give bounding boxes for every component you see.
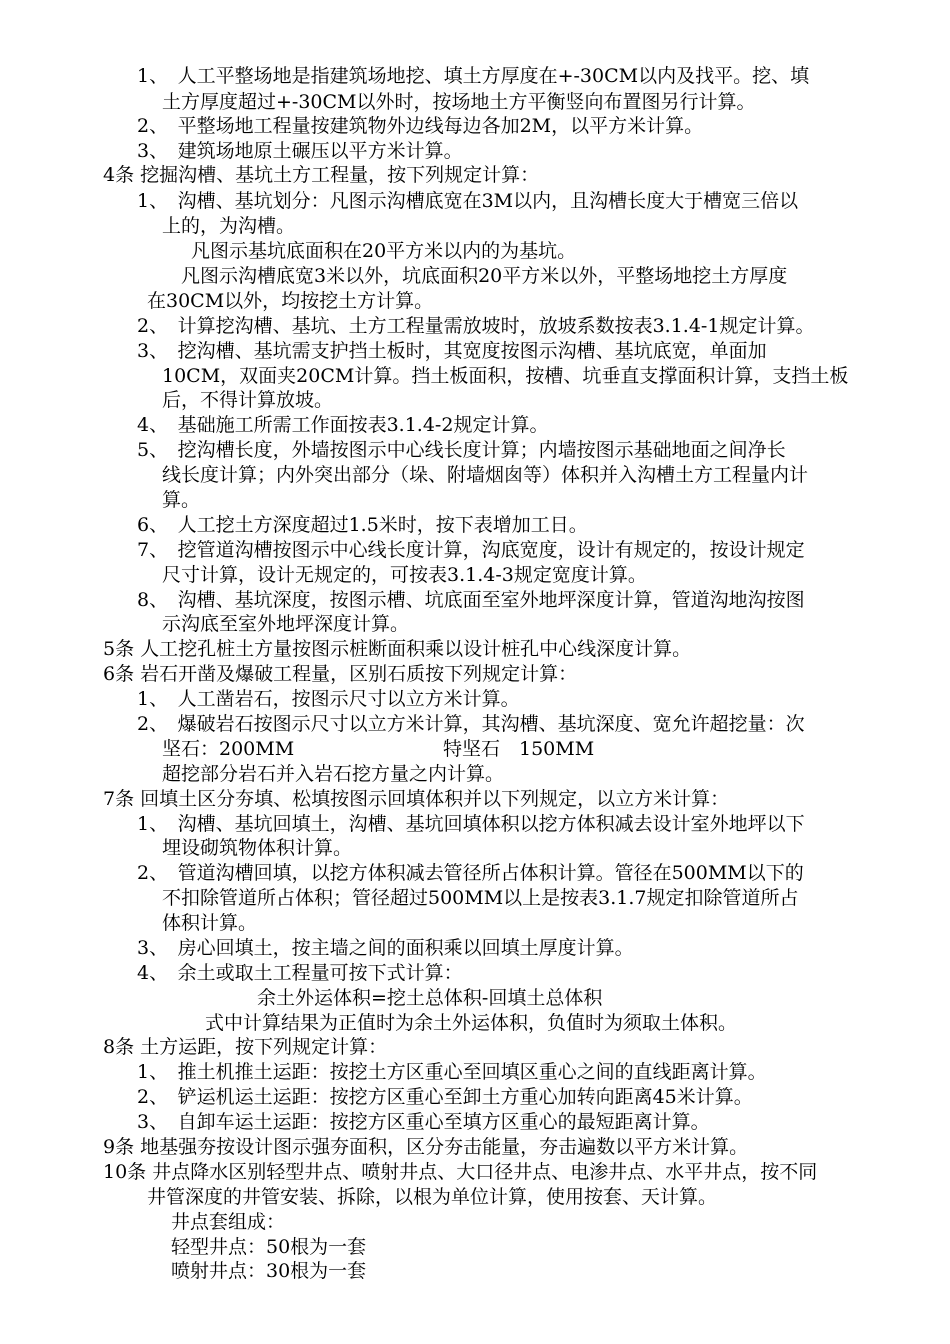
section-heading: 5条 人工挖孔桩土方量按图示桩断面积乘以设计桩孔中心线深度计算。 — [103, 638, 692, 660]
text-line: 埋设砌筑物体积计算。 — [162, 837, 353, 859]
text-line: 1、 人工平整场地是指建筑场地挖、填土方厚度在+-30CM以内及找平。挖、填 — [137, 65, 810, 87]
text-line: 2、 平整场地工程量按建筑物外边线每边各加2M，以平方米计算。 — [137, 115, 704, 137]
text-line: 3、 建筑场地原土碾压以平方米计算。 — [137, 140, 463, 162]
text-line: 尺寸计算，设计无规定的，可按表3.1.4-3规定宽度计算。 — [162, 564, 647, 586]
text-line: 2、 铲运机运土运距：按挖方区重心至卸土方重心加转向距离45米计算。 — [137, 1086, 753, 1108]
text-line: 6、 人工挖土方深度超过1.5米时，按下表增加工日。 — [137, 514, 588, 536]
text-line: 算。 — [162, 489, 201, 511]
text-line: 5、 挖沟槽长度，外墙按图示中心线长度计算；内墙按图示基础地面之间净长 — [137, 439, 786, 461]
text-line: 轻型井点：50根为一套 — [171, 1236, 367, 1258]
text-line: 后，不得计算放坡。 — [162, 389, 334, 411]
text-line: 1、 推土机推土运距：按挖土方区重心至回填区重心之间的直线距离计算。 — [137, 1061, 767, 1083]
text-line: 8、 沟槽、基坑深度，按图示槽、坑底面至室外地坪深度计算，管道沟地沟按图 — [137, 589, 805, 611]
text-line: 4、 基础施工所需工作面按表3.1.4-2规定计算。 — [137, 414, 549, 436]
section-heading: 10条 井点降水区别轻型井点、喷射井点、大口径井点、电渗井点、水平井点，按不同 — [103, 1161, 818, 1183]
text-line: 4、 余土或取土工程量可按下式计算： — [137, 962, 463, 984]
text-line: 喷射井点：30根为一套 — [171, 1260, 367, 1282]
text-line: 在30CM以外，均按挖土方计算。 — [147, 290, 434, 312]
text-line: 坚石：200MM — [162, 738, 295, 760]
text-line: 土方厚度超过+-30CM以外时，按场地土方平衡竖向布置图另行计算。 — [162, 91, 756, 113]
text-line: 井点套组成： — [171, 1211, 286, 1233]
text-line: 1、 沟槽、基坑回填土，沟槽、基坑回填体积以挖方体积减去设计室外地坪以下 — [137, 813, 805, 835]
section-heading: 7条 回填土区分夯填、松填按图示回填体积并以下列规定，以立方米计算： — [103, 788, 730, 810]
text-line: 2、 爆破岩石按图示尺寸以立方米计算，其沟槽、基坑深度、宽允许超挖量：次 — [137, 713, 805, 735]
section-heading: 9条 地基强夯按设计图示强夯面积，区分夯击能量，夯击遍数以平方米计算。 — [103, 1136, 749, 1158]
text-line: 特坚石 150MM — [443, 738, 595, 760]
text-line: 1、 沟槽、基坑划分：凡图示沟槽底宽在3M以内，且沟槽长度大于槽宽三倍以 — [137, 190, 799, 212]
text-line: 10CM，双面夹20CM计算。挡土板面积，按槽、坑垂直支撑面积计算，支挡土板 — [162, 365, 849, 387]
text-line: 不扣除管道所占体积；管径超过500MM以上是按表3.1.7规定扣除管道所占 — [162, 887, 799, 909]
text-line: 超挖部分岩石并入岩石挖方量之内计算。 — [162, 763, 505, 785]
text-line: 示沟底至室外地坪深度计算。 — [162, 613, 410, 635]
text-line: 1、 人工凿岩石，按图示尺寸以立方米计算。 — [137, 688, 520, 710]
section-heading: 4条 挖掘沟槽、基坑土方工程量，按下列规定计算： — [103, 164, 540, 186]
text-line: 3、 自卸车运土运距：按挖方区重心至填方区重心的最短距离计算。 — [137, 1111, 710, 1133]
formula: 余土外运体积=挖土总体积-回填土总体积 — [257, 987, 603, 1009]
section-heading: 8条 土方运距，按下列规定计算： — [103, 1036, 388, 1058]
text-line: 体积计算。 — [162, 912, 258, 934]
text-line: 3、 挖沟槽、基坑需支护挡土板时，其宽度按图示沟槽、基坑底宽，单面加 — [137, 340, 767, 362]
text-line: 凡图示沟槽底宽3米以外，坑底面积20平方米以外，平整场地挖土方厚度 — [181, 265, 788, 287]
text-line: 2、 管道沟槽回填，以挖方体积减去管径所占体积计算。管径在500MM以下的 — [137, 862, 804, 884]
text-line: 2、 计算挖沟槽、基坑、土方工程量需放坡时，放坡系数按表3.1.4-1规定计算。 — [137, 315, 815, 337]
text-line: 线长度计算；内外突出部分（垛、附墙烟囱等）体积并入沟槽土方工程量内计 — [162, 464, 809, 486]
text-line: 式中计算结果为正值时为余土外运体积，负值时为须取土体积。 — [205, 1012, 738, 1034]
text-line: 凡图示基坑底面积在20平方米以内的为基坑。 — [191, 240, 577, 262]
text-line: 上的，为沟槽。 — [162, 215, 296, 237]
text-line: 7、 挖管道沟槽按图示中心线长度计算，沟底宽度，设计有规定的，按设计规定 — [137, 539, 805, 561]
text-line: 3、 房心回填土，按主墙之间的面积乘以回填土厚度计算。 — [137, 937, 634, 959]
text-line: 井管深度的井管安装、拆除，以根为单位计算，使用按套、天计算。 — [147, 1186, 718, 1208]
section-heading: 6条 岩石开凿及爆破工程量，区别石质按下列规定计算： — [103, 663, 578, 685]
